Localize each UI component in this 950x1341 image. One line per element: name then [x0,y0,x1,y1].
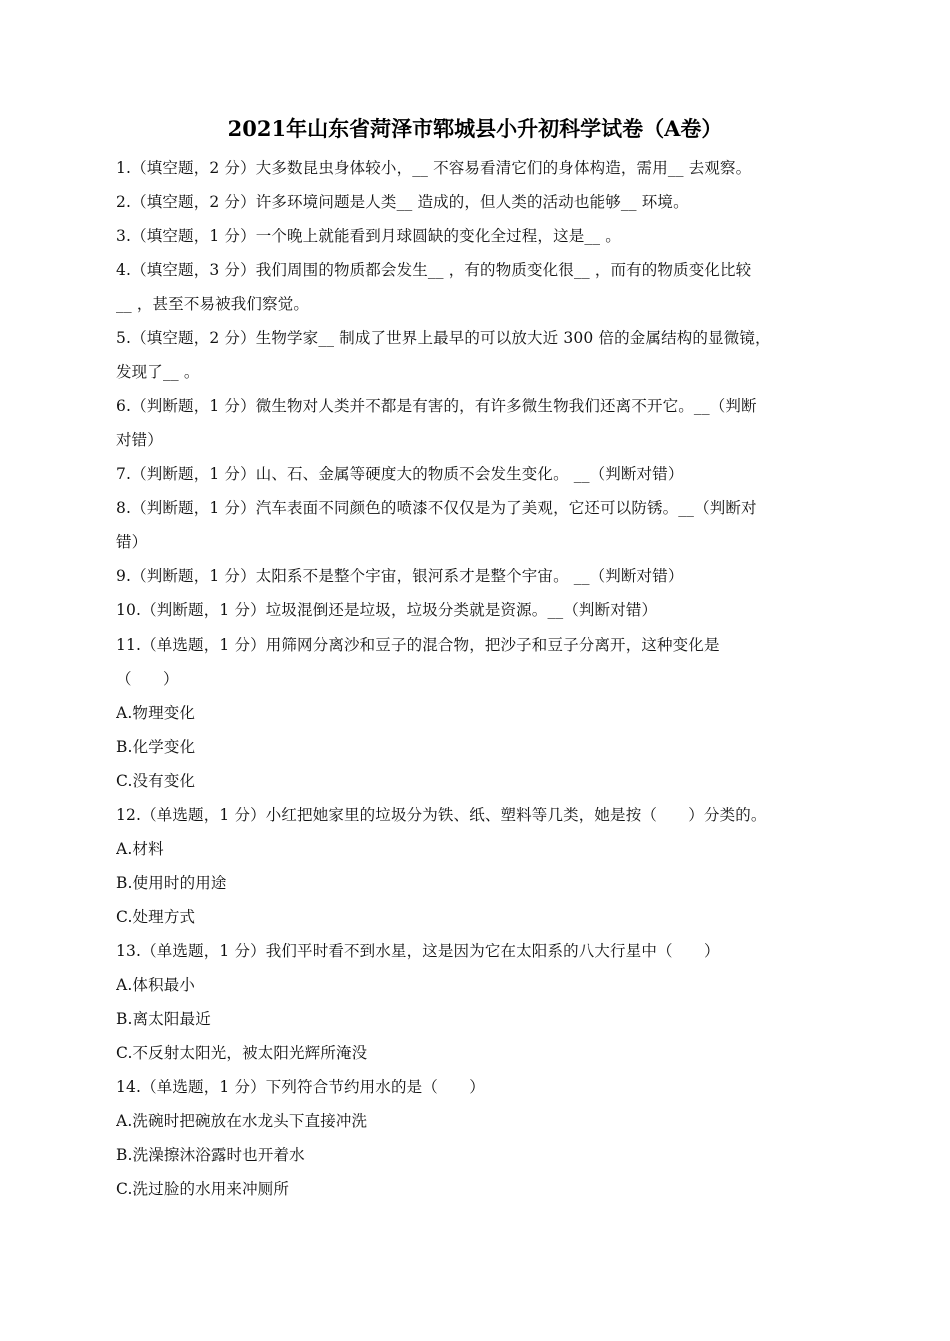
question-9-line: 9.（判断题，1 分）太阳系不是整个宇宙，银河系才是整个宇宙。 __（判断对错） [116,567,684,585]
question-12-line: 12.（单选题，1 分）小红把她家里的垃圾分为铁、纸、塑料等几类，她是按（ ）分类的。 [116,806,767,824]
question-1-line: 1.（填空题，2 分）大多数昆虫身体较小，__ 不容易看清它们的身体构造，需用__ 去观察。 [116,159,752,177]
question-12-option-b: B.使用时的用途 [116,874,227,892]
question-13-option-b: B.离太阳最近 [116,1010,211,1028]
question-11-option-b: B.化学变化 [116,738,196,756]
question-14-option-c: C.洗过脸的水用来冲厕所 [116,1180,290,1198]
question-6-line: 6.（判断题，1 分）微生物对人类并不都是有害的，有许多微生物我们还离不开它。__（判断 [116,397,757,415]
question-14-option-b: B.洗澡擦沐浴露时也开着水 [116,1146,305,1164]
question-13-option-a: A.体积最小 [116,976,196,994]
question-11-line-cont: （ ） [116,670,179,688]
question-5-line-cont: 发现了__ 。 [116,363,200,381]
question-3-line: 3.（填空题，1 分）一个晚上就能看到月球圆缺的变化全过程，这是__ 。 [116,227,621,245]
question-11-option-c: C.没有变化 [116,772,196,790]
question-12-option-c: C.处理方式 [116,908,196,926]
question-14-option-a: A.洗碗时把碗放在水龙头下直接冲洗 [116,1112,368,1130]
question-12-option-a: A.材料 [116,840,164,858]
question-5-line: 5.（填空题，2 分）生物学家__ 制成了世界上最早的可以放大近 300 倍的金属结构的显微镜， [116,329,771,347]
question-4-line-cont: __ ，甚至不易被我们察觉。 [116,295,310,313]
question-13-line: 13.（单选题，1 分）我们平时看不到水星，这是因为它在太阳系的八大行星中（ ） [116,942,720,960]
question-4-line: 4.（填空题，3 分）我们周围的物质都会发生__ ，有的物质变化很__ ，而有的物质变化比较 [116,261,752,279]
question-7-line: 7.（判断题，1 分）山、石、金属等硬度大的物质不会发生变化。 __（判断对错） [116,465,684,483]
question-2-line: 2.（填空题，2 分）许多环境问题是人类__ 造成的，但人类的活动也能够__ 环境。 [116,193,689,211]
question-11-option-a: A.物理变化 [116,704,196,722]
question-13-option-c: C.不反射太阳光，被太阳光辉所淹没 [116,1044,368,1062]
question-8-line: 8.（判断题，1 分）汽车表面不同颜色的喷漆不仅仅是为了美观，它还可以防锈。__（判断对 [116,499,757,517]
page-title: 2021年山东省菏泽市郓城县小升初科学试卷（A卷） [227,116,723,141]
question-11-line: 11.（单选题，1 分）用筛网分离沙和豆子的混合物，把沙子和豆子分离开，这种变化是 [116,636,720,654]
question-14-line: 14.（单选题，1 分）下列符合节约用水的是（ ） [116,1078,485,1096]
question-6-line-cont: 对错） [116,431,163,449]
question-8-line-cont: 错） [116,533,148,551]
question-10-line: 10.（判断题，1 分）垃圾混倒还是垃圾，垃圾分类就是资源。__（判断对错） [116,601,658,619]
